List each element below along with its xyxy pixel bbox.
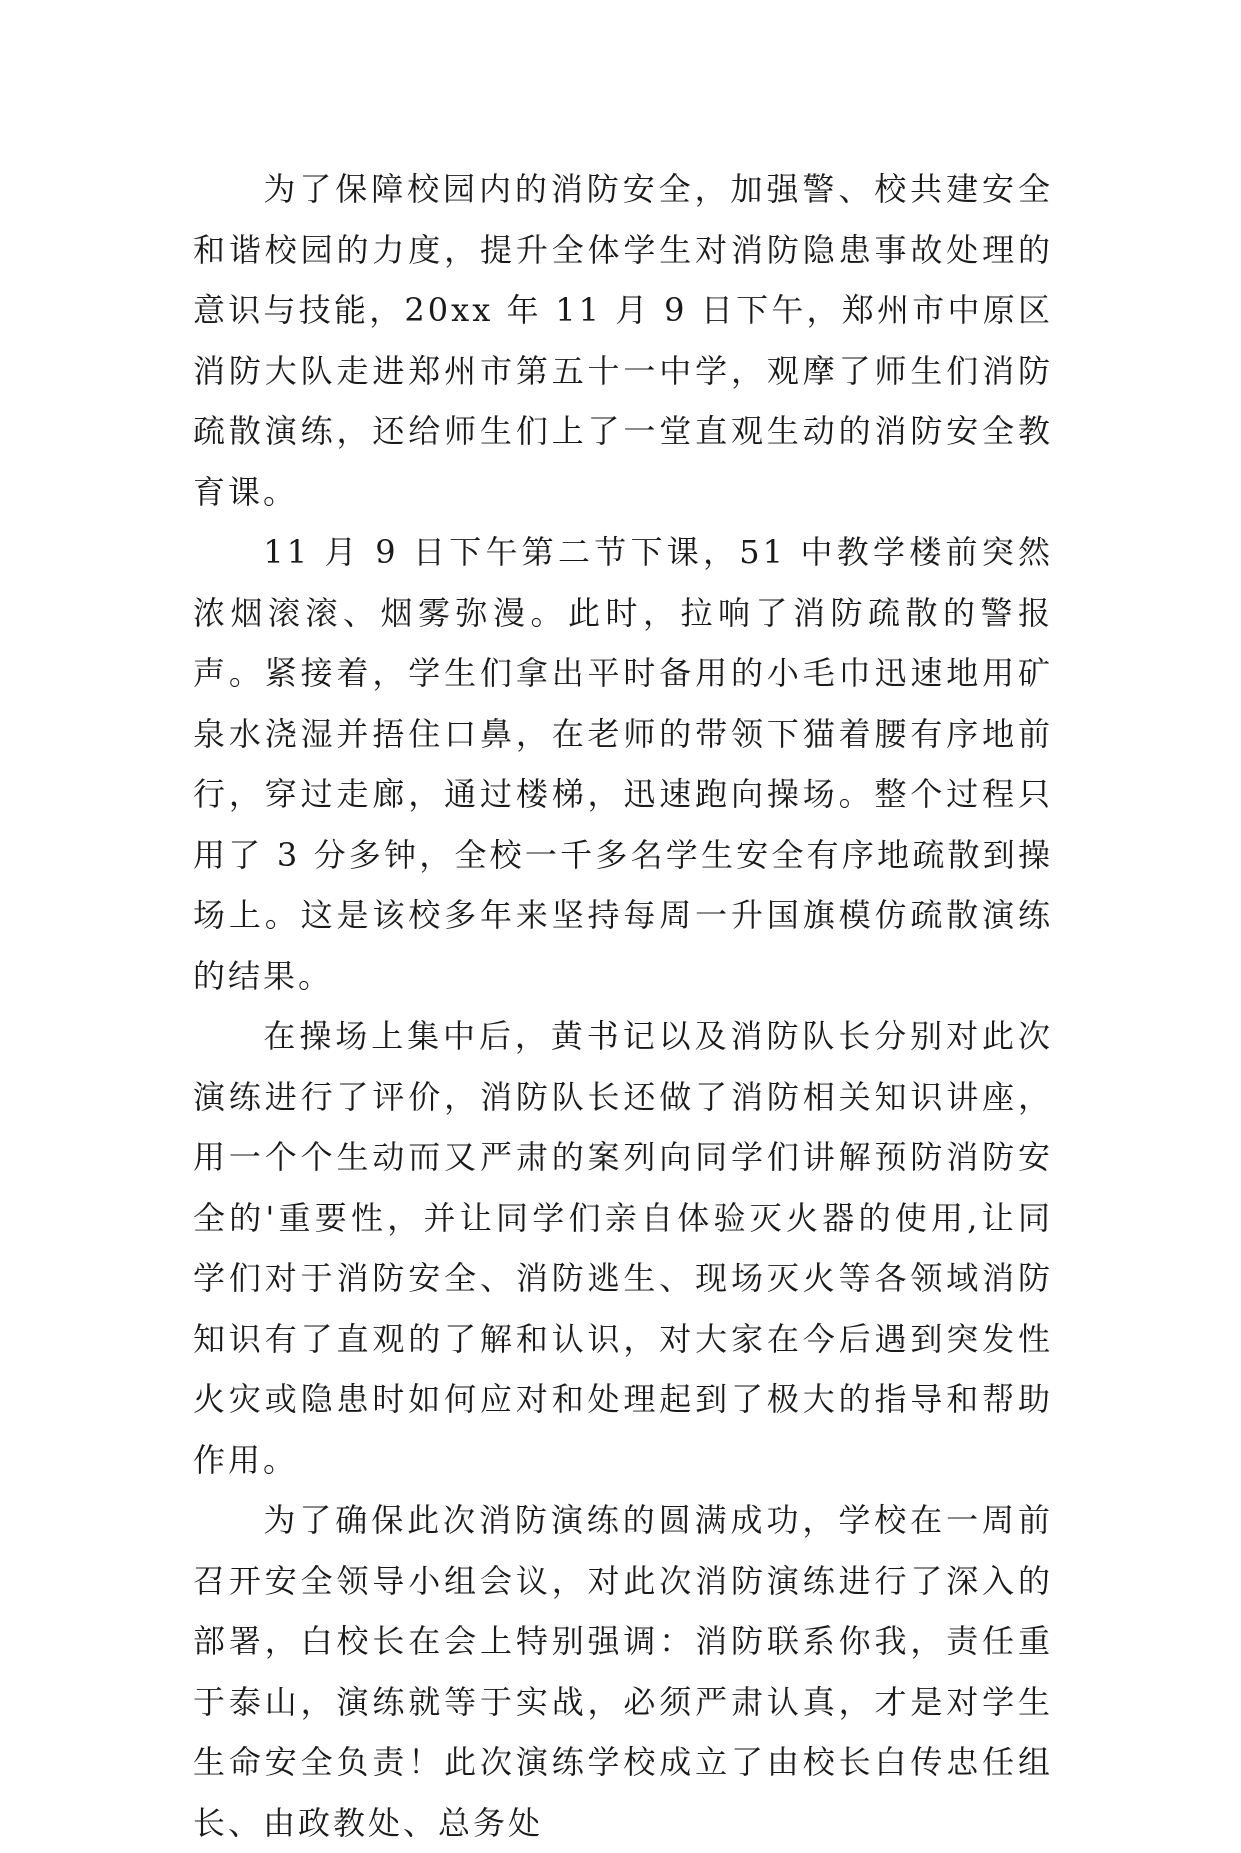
body-text [193, 159, 1053, 1853]
paragraph-1: 为了保障校园内的消防安全，加强警、校共建安全和谐校园的力度，提升全体学生对消防隐患事故处理的意识与技能，20xx 年 11 月 9 日下午，郑州市中原区消防大队走进郑州市第五十一中学，观摩了师生们消防疏散演练，还给师生们上了一堂直观生动的消防安全教育课。 [193, 170, 1053, 511]
paragraph-4: 为了确保此次消防演练的圆满成功，学校在一周前召开安全领导小组会议，对此次消防演练进行了深入的部署，白校长在会上特别强调：消防联系你我，责任重于泰山，演练就等于实战，必须严肃认真，才是对学生生命安全负责！此次演练学校成立了由校长白传忠任组长、由政教处、总务处 [193, 1501, 1053, 1842]
paragraph-3: 在操场上集中后，黄书记以及消防队长分别对此次演练进行了评价，消防队长还做了消防相关知识讲座，用一个个生动而又严肃的案列向同学们讲解预防消防安全的'重要性，并让同学们亲自体验灭火器的使用,让同学们对于消防安全、消防逃生、现场灭火等各领域消防知识有了直观的了解和认识，对大家在今后遇到突发性火灾或隐患时如何应对和处理起到了极大的指导和帮助作用。 [193, 1017, 1053, 1479]
paragraph-2: 11 月 9 日下午第二节下课，51 中教学楼前突然浓烟滚滚、烟雾弥漫。此时，拉响了消防疏散的警报声。紧接着，学生们拿出平时备用的小毛巾迅速地用矿泉水浇湿并捂住口鼻，在老师的带领下猫着腰有序地前行，穿过走廊，通过楼梯，迅速跑向操场。整个过程只用了 3 分多钟，全校一千多名学生安全有序地疏散到操场上。这是该校多年来坚持每周一升国旗模仿疏散演练的结果。 [193, 533, 1053, 995]
